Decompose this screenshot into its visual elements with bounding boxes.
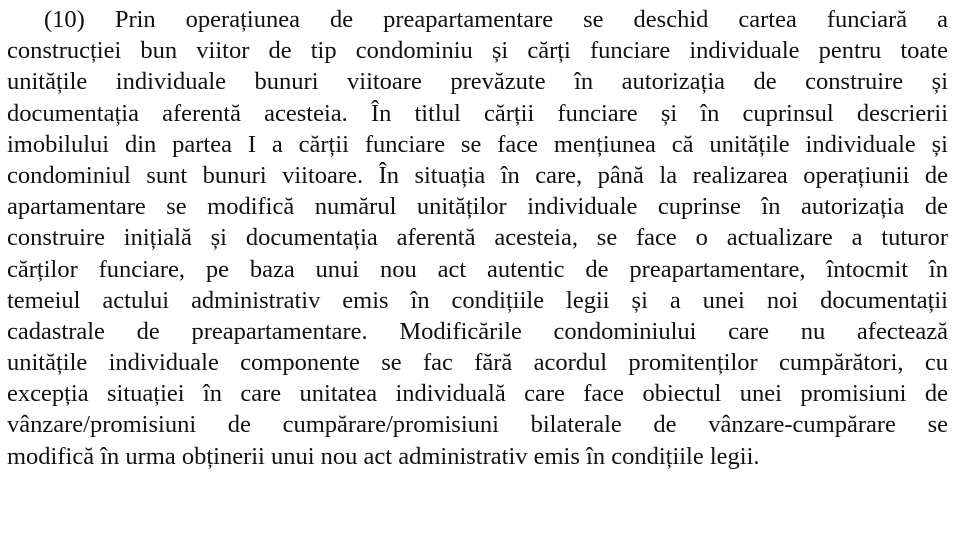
paragraph-line-1: (10) Prin operațiunea de preapartamentare se deschid cartea funciară a: [44, 6, 948, 33]
paragraph-line-6: condominiul sunt bunuri viitoare. În situația în care, până la realizarea operațiunii de: [7, 161, 948, 189]
paragraph-line-14: vânzare/promisiuni de cumpărare/promisiuni bilaterale de vânzare-cumpărare se: [7, 411, 948, 439]
paragraph-line-7: apartamentare se modifică numărul unităților individuale cuprinse în autorizația de: [7, 193, 948, 221]
paragraph-line-4: documentația aferentă acesteia. În titlul cărții funciare și în cuprinsul descrierii: [7, 99, 948, 127]
paragraph-line-3: unitățile individuale bunuri viitoare prevăzute în autorizația de construire și: [7, 68, 948, 96]
paragraph-line-2: construcției bun viitor de tip condominiu și cărți funciare individuale pentru toate: [7, 37, 948, 65]
paragraph-line-8: construire inițială și documentația aferentă acesteia, se face o actualizare a tuturor: [7, 224, 948, 252]
paragraph-line-15: modifică în urma obținerii unui nou act administrativ emis în condițiile legii.: [7, 442, 760, 470]
paragraph-line-12: unitățile individuale componente se fac fără acordul promitenților cumpărători, cu: [7, 349, 948, 377]
paragraph-line-5: imobilului din partea I a cărții funciare se face mențiunea că unitățile individuale și: [7, 130, 948, 158]
paragraph-line-13: excepția situației în care unitatea individuală care face obiectul unei promisiuni de: [7, 380, 948, 408]
paragraph-line-9: cărților funciare, pe baza unui nou act autentic de preapartamentare, întocmit în: [7, 255, 948, 283]
legal-paragraph-10: [7, 0, 948, 472]
paragraph-line-10: temeiul actului administrativ emis în condițiile legii și a unei noi documentații: [7, 286, 948, 314]
paragraph-line-11: cadastrale de preapartamentare. Modificările condominiului care nu afectează: [7, 317, 948, 345]
